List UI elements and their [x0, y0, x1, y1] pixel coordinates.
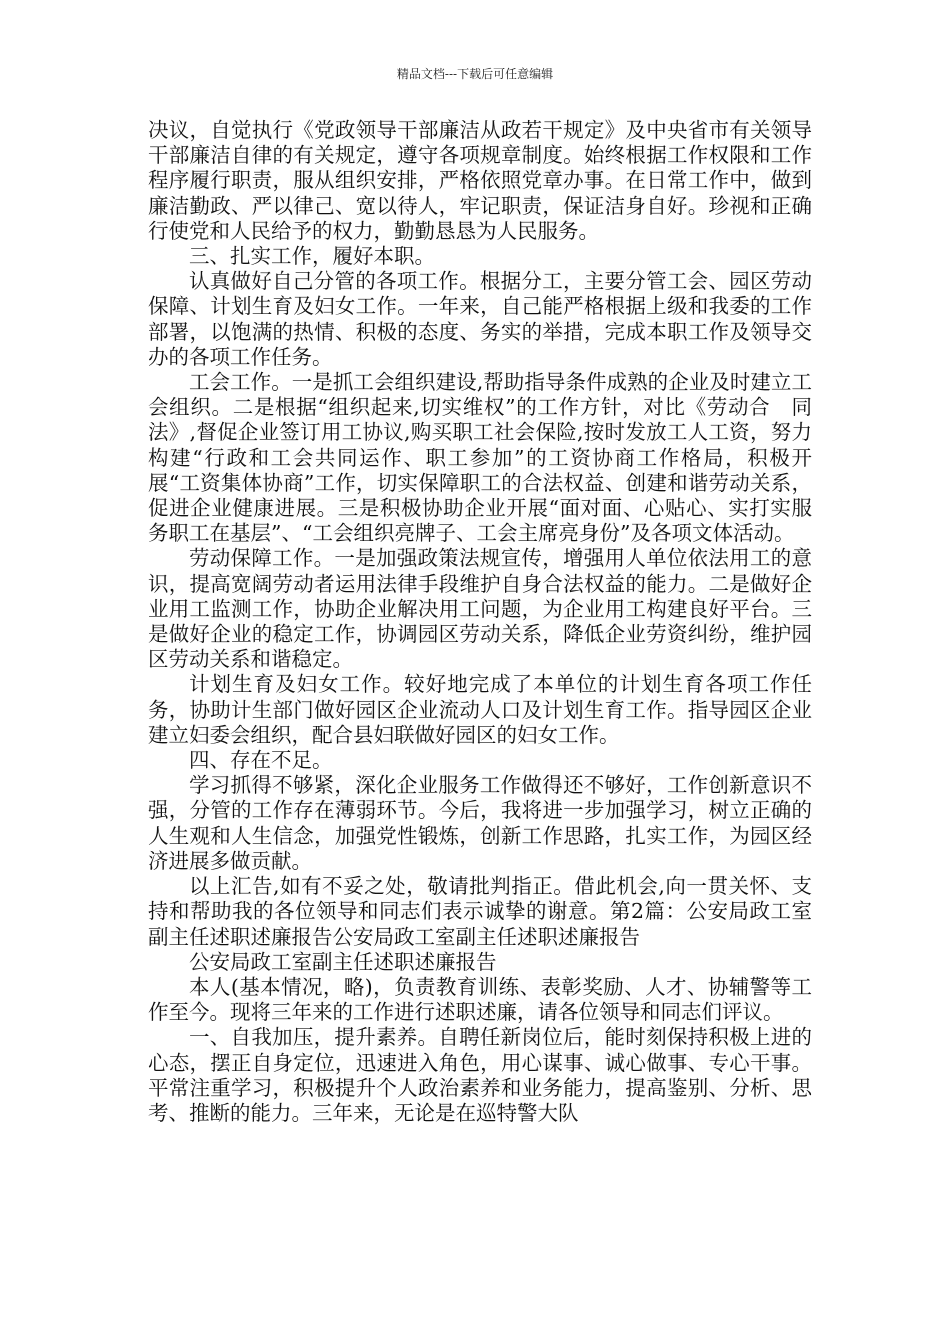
section-heading-3: 三、扎实工作，履好本职。 [189, 244, 435, 269]
paragraph-duties: 认真做好自己分管的各项工作。根据分工，主要分管工会、园区劳动保障、计划生育及妇女工作。一年来，自己能严格根据上级和我委的工作部署，以饱满的热情、积极的态度、务实的举措，完成本职工作及领导交办的各项工作任务。 [148, 269, 812, 369]
page-header: 精品文档---下载后可任意编辑 [396, 67, 554, 81]
section-heading-4: 四、存在不足。 [189, 748, 333, 773]
paragraph-closing: 以上汇告,如有不妥之处，敬请批判指正。借此机会,向一贯关怀、支持和帮助我的各位领导和同志们表示诚挚的谢意。第2篇：公安局政工室副主任述职述廉报告公安局政工室副主任述职述廉报告 [148, 874, 812, 949]
paragraph-union-work: 工会工作。一是抓工会组织建设,帮助指导条件成熟的企业及时建立工会组织。二是根据“组织起来,切实维权”的工作方针，对比《劳动合 同法》,督促企业签订用工协议,购买职工社会保险,按时发放工人工资，努力构建“行政和工会共同运作、职工参加”的工资协商工作格局，积极开展“工资集体协商”工作，切实保障职工的合法权益、创建和谐劳动关系，促进企业健康进展。三是积极协助企业开展“面对面、心贴心、实打实服务职工在基层”、“工会组织亮牌子、工会主席亮身份”及各项文体活动。 [148, 370, 812, 546]
document-body [148, 118, 812, 1126]
paragraph-integrity: 决议，自觉执行《党政领导干部廉洁从政若干规定》及中央省市有关领导干部廉洁自律的有关规定，遵守各项规章制度。始终根据工作权限和工作程序履行职责，服从组织安排，严格依照党章办事。在日常工作中，做到廉洁勤政、严以律己、宽以待人，牢记职责，保证洁身自好。珍视和正确行使党和人民给予的权力，勤勤恳恳为人民服务。 [148, 118, 812, 243]
paragraph-family-planning: 计划生育及妇女工作。较好地完成了本单位的计划生育各项工作任务，协助计生部门做好园区企业流动人口及计划生育工作。指导园区企业建立妇委会组织，配合县妇联做好园区的妇女工作。 [148, 672, 812, 747]
paragraph-labor-security: 劳动保障工作。一是加强政策法规宣传，增强用人单位依法用工的意识，提高宽阔劳动者运用法律手段维护自身合法权益的能力。二是做好企业用工监测工作，协助企业解决用工问题，为企业用工构建良好平台。三是做好企业的稳定工作，协调园区劳动关系，降低企业劳资纠纷，维护园区劳动关系和谐稳定。 [148, 546, 812, 672]
paragraph-intro: 本人(基本情况，略)，负责教育训练、表彰奖励、人才、协辅警等工作至今。现将三年来的工作进行述职述廉，请各位领导和同志们评议。 [148, 974, 812, 1025]
report-title: 公安局政工室副主任述职述廉报告 [189, 949, 497, 974]
paragraph-self-pressure: 一、自我加压，提升素养。自聘任新岗位后，能时刻保持积极上进的心态，摆正自身定位，迅速进入角色，用心谋事、诚心做事、专心干事。平常注重学习，积极提升个人政治素养和业务能力，提高鉴别、分析、思考、推断的能力。三年来，无论是在巡特警大队 [148, 1025, 812, 1125]
paragraph-shortcomings: 学习抓得不够紧，深化企业服务工作做得还不够好，工作创新意识不强，分管的工作存在薄弱环节。今后，我将进一步加强学习，树立正确的人生观和人生信念，加强党性锻炼，创新工作思路，扎实工作，为园区经济进展多做贡献。 [148, 773, 812, 873]
